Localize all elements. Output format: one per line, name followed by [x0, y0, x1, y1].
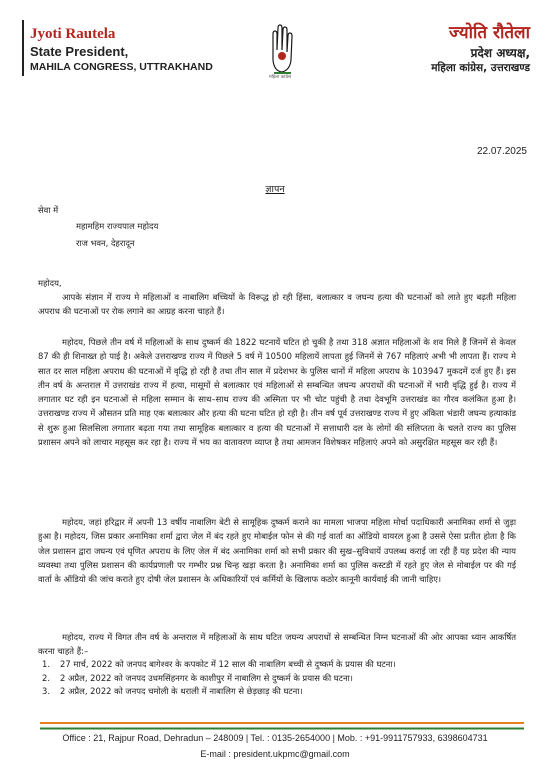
- list-item-text: 2 अप्रैल, 2022 को जनपद चमोली के थराली में नाबालिग से छेड़छाड़ की घटना।: [60, 686, 303, 697]
- addressee-line1: महामहिम राज्यपाल महोदय: [76, 221, 159, 231]
- letterhead-right-name: ज्योति रौतेला: [449, 23, 530, 43]
- logo-caption: महिला कांग्रेस: [268, 75, 292, 80]
- paragraph-statistics: महोदय, पिछले तीन वर्ष में महिलाओं के साथ दुष्कर्म की 1822 घटनायें घटित हो चुकी है तथा 318 अज्ञात महिलाओं के शव मिले हैं जिनमें से केवल 87 की ही शिनाख्त हो पाई है। अकेले उत्तराखण्ड राज्य में पिछले 5 वर्ष में 10500 महिलायें लापता हुई जिनमें से 767 महिलाएं अभी भी लापता हैं। राज्य मे सात दर साल महिला अपराध की घटनाओं में वृद्धि हो रही है तथा तीन साल में प्रदेशभर के पुलिस थानों में महिला अपराध के 103947 मुकदमें दर्ज हुए हैं। इस तीन वर्ष के अन्तराल में उत्तराखंड राज्य में हत्या, मासूमों से बलात्कार एवं महिलाओं से सम्बन्धित जघन्य अपराधों की घटनाओं में भारी वृद्धि हुई है। राज्य में लगातार घट रही इन घटनाओं से महिला सम्मान के साथ–साथ राज्य की अस्मिता पर भी चोट पहुंची है तथा देवभूमि उत्तराखंड का गौरव कलंकित हुआ है। उत्तराखण्ड राज्य में औसतन प्रति माह एक बलात्कार और हत्या की घटना घटित हो रही है। तीन वर्ष पूर्व उत्तराखण्ड राज्य में हुए अंकिता भंडारी जघन्य हत्याकांड से शुरू हुआ सिलसिला लगातार बढ़ता गया तथा सामूहिक बलात्कार व हत्या की घटनाओं में सत्ताधारी दल के लोगों की संलिप्तता के चलते राज्य का पुलिस प्रशासन अपने को लाचार महसूस कर रहा है। राज्य में भय का वातावरण व्याप्त है तथा आमजन विशेषकर महिलाएं अपने को असुरक्षित महसूस कर रही हैं।: [38, 337, 516, 448]
- subject-text: ज्ञापन: [265, 184, 285, 195]
- paragraph-intro: आपके संज्ञान में राज्य मे महिलाओं व नाबालिग बच्चियों के विरूद्ध हो रही हिंसा, बलात्कार व जघन्य हत्या की घटनाओं को लाते हुए बढ़ती महिला अपराध की घटनाओं पर रोक लगाने का आग्रह करना चाहते हैं।: [38, 292, 516, 317]
- letter-date: 22.07.2025: [476, 146, 527, 157]
- letterhead-left-org: MAHILA CONGRESS, UTTRAKHAND: [30, 61, 213, 73]
- incident-list: [42, 658, 516, 699]
- paragraph-haridwar-case: महोदय, जहां हरिद्वार में अपनी 13 वर्षीय नाबालिग बेटी से सामूहिक दुष्कर्म कराने का मामला भाजपा महिला मोर्चा पदाधिकारी अनामिका शर्मा से जुड़ा हुआ है। महोदय, जिस प्रकार अनामिका शर्मा द्वारा जेल में बंद रहते हुए मोबाईल फोन से की गई वार्ता का ऑडियो वायरल हुआ है उससे ऐसा प्रतीत होता है कि जेल प्रशासन द्वारा जघन्य एवं घृणित अपराध के लिए जेल में बंद अनामिका शर्मा को सभी प्रकार की सुख–सुविधायें उपलब्ध कराई जा रही हैं यह प्रदेश की न्याय व्यवस्था तथा पुलिस प्रशासन की कार्यप्रणाली पर गम्भीर प्रश्न चिन्ह खड़ा करता है। अनामिका शर्मा का पुलिस कस्टडी में रहते हुए जेल से मोबाईल पर की गई वार्ता के ऑडियो की जांच कराते हुए दोषी जेल प्रशासन के अधिकारियों एवं कर्मियों के खिलाफ कठोर कानूनी कार्यवाई की जानी चाहिए।: [38, 517, 516, 585]
- letterhead-right-title: प्रदेश अध्यक्ष,: [470, 46, 530, 60]
- subject-heading: [0, 182, 550, 195]
- footer-address: Office : 21, Rajpur Road, Dehradun – 248009 | Tel. : 0135-2654000 | Mob. : +91-9911757933, 6398604731: [62, 733, 488, 743]
- letterhead-left-name: Jyoti Rautela: [30, 26, 116, 42]
- list-item-number: 3.: [42, 686, 50, 697]
- list-item-number: 1.: [42, 659, 50, 669]
- list-item-text: 2 अप्रैल, 2022 को जनपद उधमसिंहनगर के काशीपुर में नाबालिग से दुष्कर्म के प्रयास की घटना।: [60, 672, 353, 683]
- list-item: [42, 658, 516, 672]
- letterhead-left-rule: [22, 20, 24, 76]
- paragraph-incidents-intro: महोदय, राज्य में विगत तीन वर्ष के अन्तराल में महिलाओं के साथ घटित जघन्य अपराधों से सम्बन्धित निम्न घटनाओं की ओर आपका ध्यान आकर्षित करना चाहते हैं:–: [38, 632, 516, 657]
- footer-email: E-mail : president.ukpmc@gmail.com: [200, 749, 350, 759]
- list-item-text: 27 मार्च, 2022 को जनपद बागेश्वर के कपकोट में 12 साल की नाबालिग बच्ची से दुष्कर्म के प्रयास की घटना।: [60, 659, 396, 669]
- letterhead-left-title: State President,: [30, 44, 129, 59]
- letterhead-right-org: महिला कांग्रेस, उत्तराखण्ड: [431, 62, 530, 74]
- list-item-number: 2.: [42, 672, 50, 683]
- addressee-line2: राज भवन, देहरादून: [76, 238, 135, 248]
- list-item: [42, 672, 516, 686]
- footer-tricolor-divider: [40, 722, 524, 730]
- list-item: [42, 685, 516, 699]
- addressee-prefix: सेवा में: [38, 205, 59, 215]
- greeting: महोदय,: [38, 278, 62, 288]
